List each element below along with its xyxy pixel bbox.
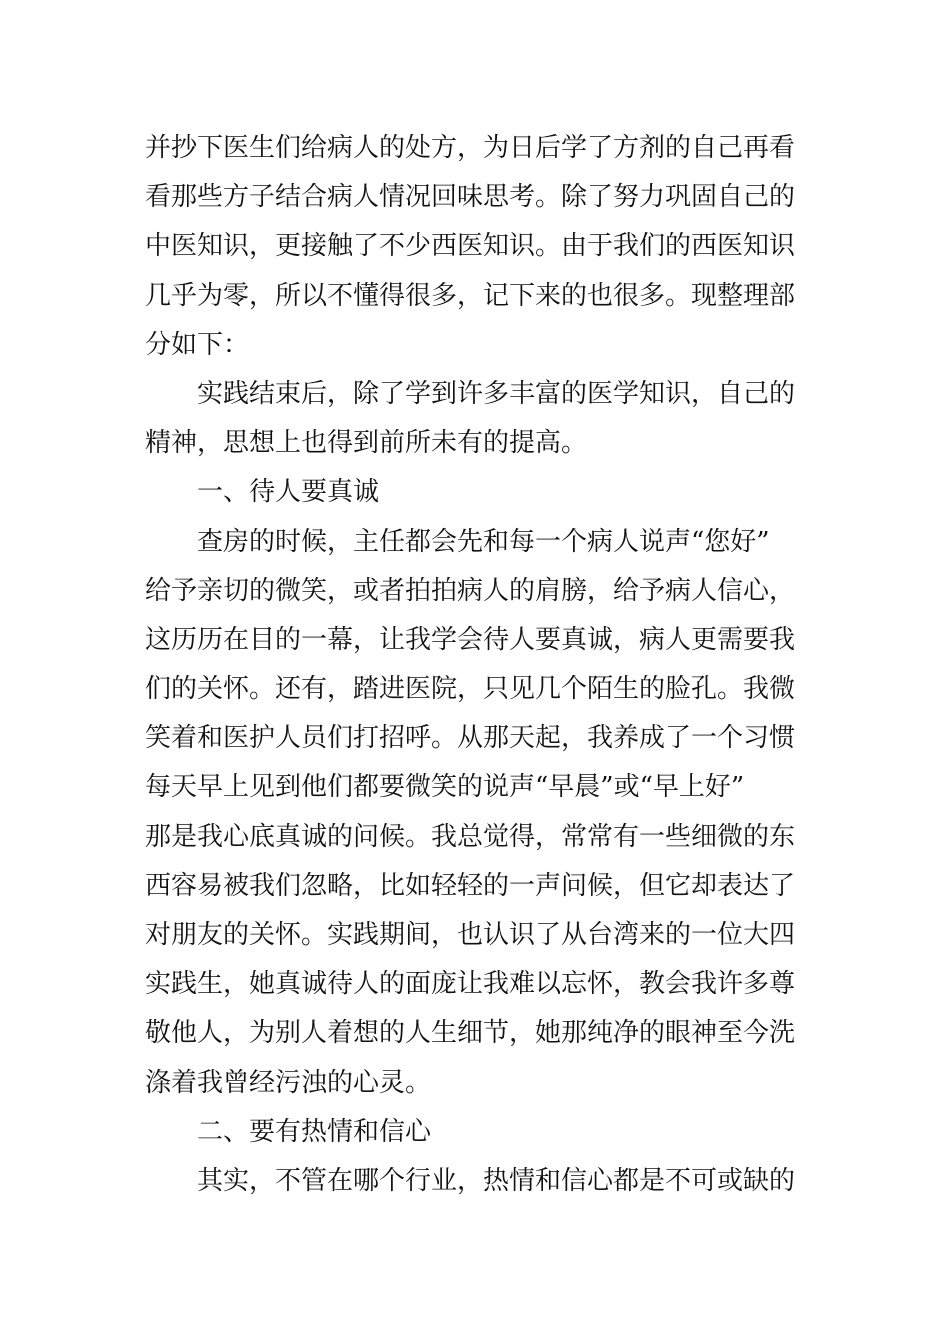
text-line: 并抄下医生们给病人的处方，为日后学了方剂的自己再看 xyxy=(145,133,796,163)
text-line: 几乎为零，所以不懂得很多，记下来的也很多。现整理部 xyxy=(145,280,796,311)
text-line: 这历历在目的一幕，让我学会待人要真诚，病人更需要我 xyxy=(145,624,796,655)
text-line: 西容易被我们忽略，比如轻轻的一声问候，但它却表达了 xyxy=(145,870,796,901)
text-line: 每天早上见到他们都要微笑的说声“早晨”或“早上好” xyxy=(145,772,745,803)
paragraph-start-line: 实践结束后，除了学到许多丰富的医学知识，自己的 xyxy=(197,378,796,409)
paragraph-start-line: 查房的时候，主任都会先和每一个病人说声“您好” xyxy=(197,526,770,557)
text-line: 涤着我曾经污浊的心灵。 xyxy=(145,1067,432,1098)
text-line: 敬他人，为别人着想的人生细节，她那纯净的眼神至今洗 xyxy=(145,1018,796,1049)
paragraph-start-line: 其实，不管在哪个行业，热情和信心都是不可或缺的 xyxy=(197,1165,796,1196)
section-heading: 一、待人要真诚 xyxy=(197,477,380,508)
text-line: 看那些方子结合病人情况回味思考。除了努力巩固自己的 xyxy=(145,182,796,213)
text-line: 实践生，她真诚待人的面庞让我难以忘怀，教会我许多尊 xyxy=(145,969,796,1000)
document-body xyxy=(145,124,807,1206)
text-line: 那是我心底真诚的问候。我总觉得，常常有一些细微的东 xyxy=(145,821,796,852)
text-line: 给予亲切的微笑，或者拍拍病人的肩膀，给予病人信心， xyxy=(145,575,796,606)
section-heading: 二、要有热情和信心 xyxy=(197,1116,432,1147)
text-line: 笑着和医护人员们打招呼。从那天起，我养成了一个习惯 xyxy=(145,723,796,754)
text-line: 中医知识，更接触了不少西医知识。由于我们的西医知识 xyxy=(145,231,796,262)
text-line: 们的关怀。还有，踏进医院，只见几个陌生的脸孔。我微 xyxy=(145,674,796,705)
text-line: 精神，思想上也得到前所未有的提高。 xyxy=(145,428,588,459)
text-line: 分如下： xyxy=(145,329,250,360)
text-line: 对朋友的关怀。实践期间，也认识了从台湾来的一位大四 xyxy=(145,920,796,950)
